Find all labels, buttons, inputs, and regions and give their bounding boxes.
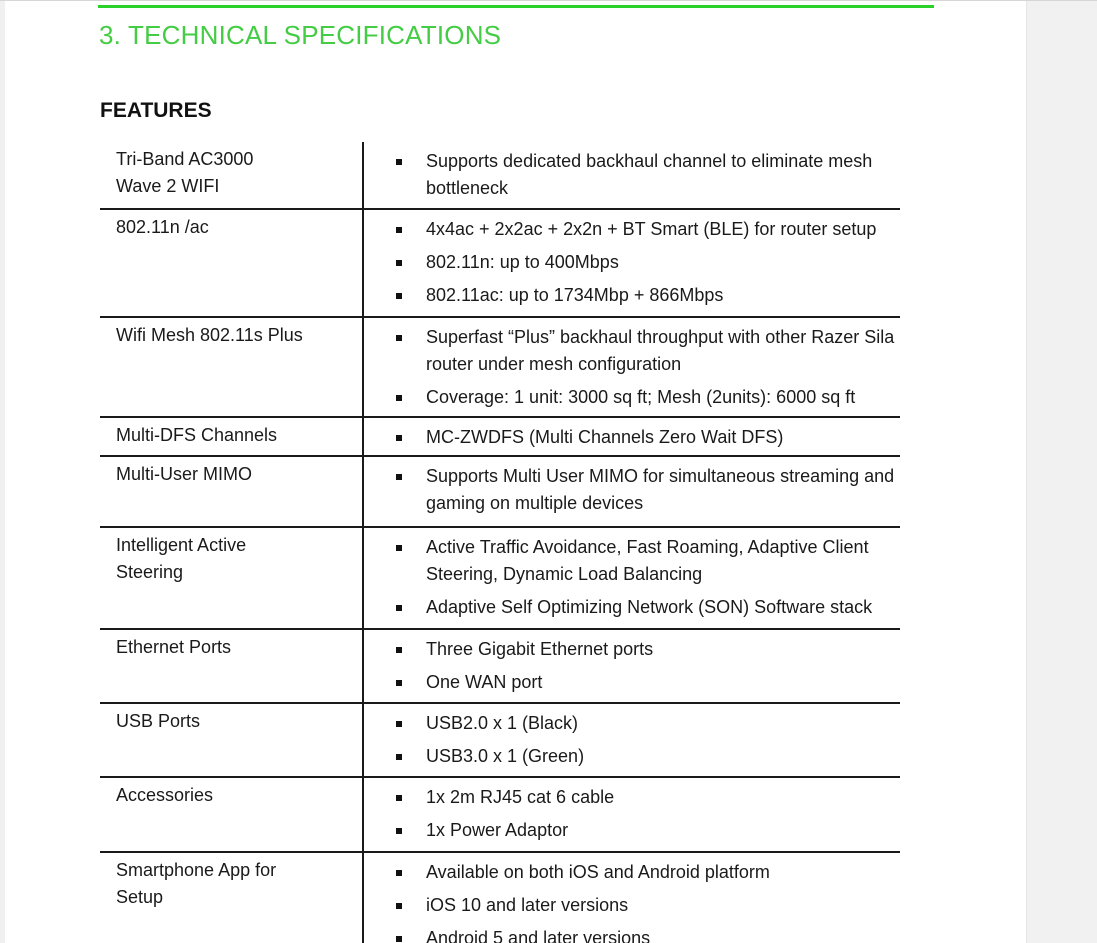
feature-label-line: 802.11n /ac xyxy=(116,217,209,237)
list-item-text: Android 5 and later versions xyxy=(426,928,651,943)
feature-label-line: Wave 2 WIFI xyxy=(116,176,220,196)
table-row xyxy=(100,210,900,318)
list-item xyxy=(364,594,900,621)
list-item xyxy=(364,892,900,919)
feature-values xyxy=(364,704,900,776)
list-item-text: iOS 10 and later versions xyxy=(426,895,629,915)
list-item-text: 802.11n: up to 400Mbps xyxy=(426,252,619,272)
bullet-square-icon xyxy=(396,335,402,341)
feature-values xyxy=(364,318,900,416)
list-item-text: Available on both iOS and Android platform xyxy=(426,862,770,882)
list-item-text: Active Traffic Avoidance, Fast Roaming, Adaptive Client Steering, Dynamic Load Balancing xyxy=(426,537,869,584)
table-row xyxy=(100,142,900,210)
feature-label xyxy=(100,704,364,776)
feature-label-line: Steering xyxy=(116,562,184,582)
list-item-text: 1x Power Adaptor xyxy=(426,820,569,840)
feature-label-line: Tri-Band AC3000 xyxy=(116,149,254,169)
list-item xyxy=(364,817,900,844)
feature-label xyxy=(100,210,364,316)
features-heading: FEATURES xyxy=(100,99,212,122)
feature-label xyxy=(100,630,364,702)
bullet-square-icon xyxy=(396,435,402,441)
list-item xyxy=(364,784,900,811)
list-item-text: Supports dedicated backhaul channel to eliminate mesh bottleneck xyxy=(426,151,873,198)
feature-label xyxy=(100,142,364,208)
feature-values xyxy=(364,457,900,526)
list-item-text: Three Gigabit Ethernet ports xyxy=(426,639,654,659)
bullet-square-icon xyxy=(396,721,402,727)
list-item xyxy=(364,859,900,886)
list-item xyxy=(364,534,900,588)
feature-label-line: Ethernet Ports xyxy=(116,637,232,657)
table-row xyxy=(100,778,900,853)
table-row xyxy=(100,318,900,418)
list-item-text: Adaptive Self Optimizing Network (SON) Software stack xyxy=(426,597,873,617)
list-item-text: One WAN port xyxy=(426,672,543,692)
list-item xyxy=(364,282,900,309)
list-item xyxy=(364,710,900,737)
list-item xyxy=(364,463,900,517)
list-item-text: 4x4ac + 2x2ac + 2x2n + BT Smart (BLE) for router setup xyxy=(426,219,877,239)
bullet-square-icon xyxy=(396,293,402,299)
bullet-square-icon xyxy=(396,545,402,551)
feature-values xyxy=(364,142,900,208)
list-item-text: USB2.0 x 1 (Black) xyxy=(426,713,579,733)
list-item-text: Coverage: 1 unit: 3000 sq ft; Mesh (2units): 6000 sq ft xyxy=(426,387,856,407)
feature-values xyxy=(364,630,900,702)
list-item xyxy=(364,324,900,378)
list-item-text: USB3.0 x 1 (Green) xyxy=(426,746,585,766)
list-item xyxy=(364,216,900,243)
list-item-text: MC-ZWDFS (Multi Channels Zero Wait DFS) xyxy=(426,427,784,447)
bullet-square-icon xyxy=(396,227,402,233)
feature-label-line: Wifi Mesh 802.11s Plus xyxy=(116,325,303,345)
list-item xyxy=(364,249,900,276)
feature-values xyxy=(364,528,900,628)
feature-label xyxy=(100,318,364,416)
section-title: 3. TECHNICAL SPECIFICATIONS xyxy=(99,20,502,50)
list-item xyxy=(364,384,900,411)
list-item-text: Superfast “Plus” backhaul throughput with other Razer Sila router under mesh configuration xyxy=(426,327,895,374)
feature-label xyxy=(100,853,364,943)
feature-label xyxy=(100,778,364,851)
feature-label xyxy=(100,418,364,455)
feature-label-line: Setup xyxy=(116,887,164,907)
list-item xyxy=(364,743,900,770)
feature-label-line: Accessories xyxy=(116,785,214,805)
table-row xyxy=(100,418,900,457)
bullet-square-icon xyxy=(396,936,402,942)
bullet-square-icon xyxy=(396,395,402,401)
feature-label xyxy=(100,457,364,526)
list-item-text: 802.11ac: up to 1734Mbp + 866Mbps xyxy=(426,285,724,305)
table-row xyxy=(100,630,900,704)
feature-label xyxy=(100,528,364,628)
bullet-square-icon xyxy=(396,903,402,909)
table-row xyxy=(100,704,900,778)
list-item xyxy=(364,148,900,202)
feature-values xyxy=(364,210,900,316)
bullet-square-icon xyxy=(396,159,402,165)
feature-label-line: Smartphone App for xyxy=(116,860,277,880)
feature-values xyxy=(364,778,900,851)
feature-values xyxy=(364,418,900,455)
bullet-square-icon xyxy=(396,474,402,480)
viewer-side-panel xyxy=(1026,1,1097,943)
list-item xyxy=(364,636,900,663)
table-row xyxy=(100,528,900,630)
bullet-square-icon xyxy=(396,870,402,876)
bullet-square-icon xyxy=(396,647,402,653)
feature-label-line: Intelligent Active xyxy=(116,535,247,555)
features-table xyxy=(100,142,900,943)
table-row xyxy=(100,853,900,943)
bullet-square-icon xyxy=(396,605,402,611)
feature-label-line: Multi-User MIMO xyxy=(116,464,252,484)
bullet-square-icon xyxy=(396,828,402,834)
feature-label-line: Multi-DFS Channels xyxy=(116,425,278,445)
list-item xyxy=(364,669,900,696)
bullet-square-icon xyxy=(396,260,402,266)
list-item xyxy=(364,925,900,943)
bullet-square-icon xyxy=(396,795,402,801)
list-item-text: Supports Multi User MIMO for simultaneous streaming and gaming on multiple devices xyxy=(426,466,895,513)
list-item xyxy=(364,424,900,451)
bullet-square-icon xyxy=(396,754,402,760)
bullet-square-icon xyxy=(396,680,402,686)
feature-values xyxy=(364,853,900,943)
table-row xyxy=(100,457,900,528)
list-item-text: 1x 2m RJ45 cat 6 cable xyxy=(426,787,615,807)
section-divider-rule xyxy=(98,5,934,8)
feature-label-line: USB Ports xyxy=(116,711,201,731)
